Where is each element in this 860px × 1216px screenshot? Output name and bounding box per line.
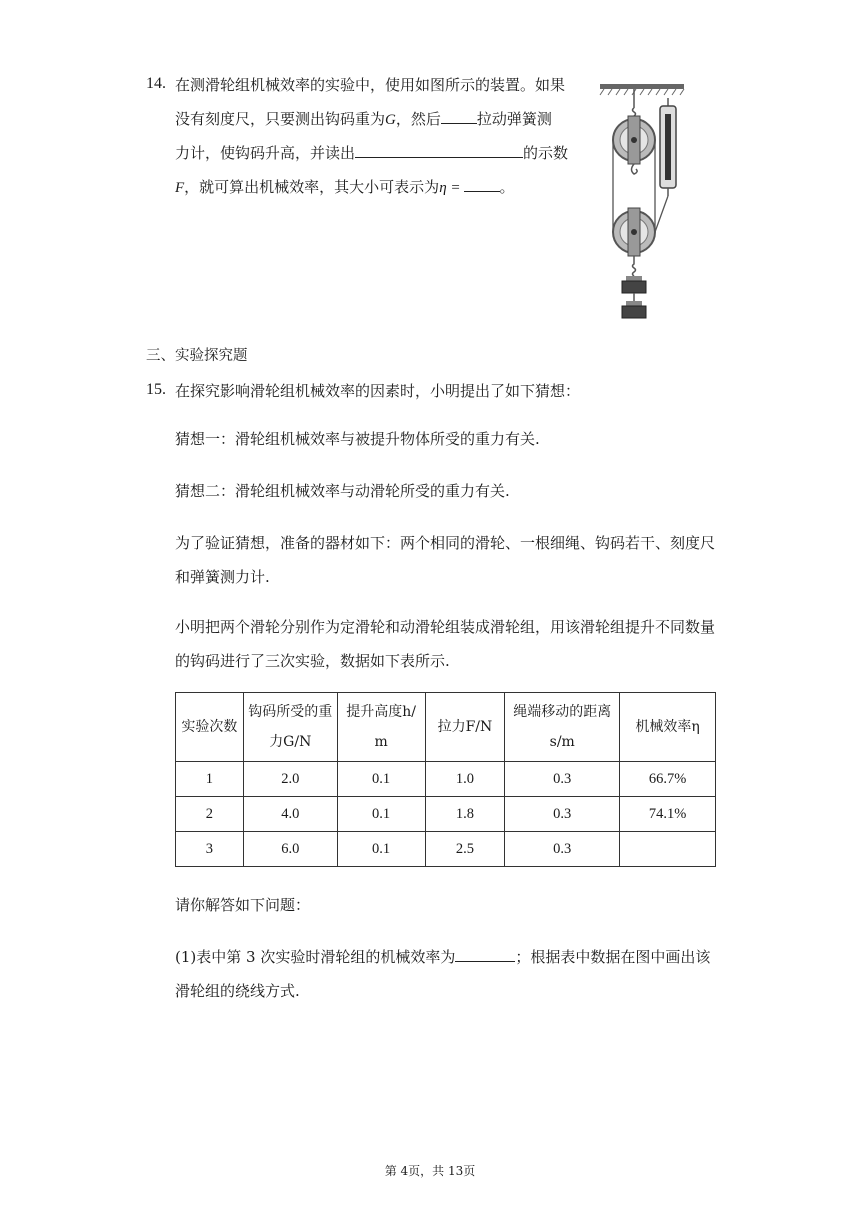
table-cell: 0.3: [505, 832, 620, 867]
q15-guess-2: 猜想二：滑轮组机械效率与动滑轮所受的重力有关.: [175, 482, 510, 500]
table-cell: 3: [176, 832, 244, 867]
table-cell: 4.0: [243, 797, 337, 832]
table-cell: 0.1: [337, 797, 425, 832]
pulley-figure: [592, 80, 692, 326]
table-cell: 74.1%: [620, 797, 716, 832]
table-cell: 66.7%: [620, 762, 716, 797]
q15-exp-line1: 小明把两个滑轮分别作为定滑轮和动滑轮组装成滑轮组，用该滑轮组提升不同数量: [175, 618, 716, 636]
table-header-cell: 实验次数: [176, 693, 244, 762]
q15-prep-line2: 和弹簧测力计.: [175, 568, 270, 586]
q15-ask: 请你解答如下问题：: [175, 896, 311, 914]
table-cell: 0.1: [337, 762, 425, 797]
q15-number: 15.: [146, 381, 166, 398]
table-header-cell: 拉力F/N: [425, 693, 505, 762]
table-row: [176, 762, 716, 797]
table-header-row: [176, 693, 716, 762]
table-header-cell: 机械效率η: [620, 693, 716, 762]
table-cell: 0.3: [505, 797, 620, 832]
table-row: [176, 832, 716, 867]
q14-number: 14.: [146, 75, 166, 92]
table-cell-answer[interactable]: [620, 832, 716, 867]
table-cell: 0.3: [505, 762, 620, 797]
q15-exp-line2: 的钩码进行了三次实验，数据如下表所示.: [175, 652, 450, 670]
table-cell: 2: [176, 797, 244, 832]
q15-prep-line1: 为了验证猜想，准备的器材如下：两个相同的滑轮、一根细绳、钩码若干、刻度尺: [175, 534, 716, 552]
q14-blank-3[interactable]: [464, 177, 500, 192]
table-cell: 2.0: [243, 762, 337, 797]
q15-blank-1[interactable]: [455, 947, 515, 962]
section-title: 三、实验探究题: [146, 348, 248, 364]
table-cell: 1.8: [425, 797, 505, 832]
q14-line2: 没有刻度尺，只要测出钩码重为G，然后 拉动弹簧测: [175, 110, 552, 128]
q15-intro: 在探究影响滑轮组机械效率的因素时，小明提出了如下猜想：: [175, 382, 581, 400]
table-row: [176, 797, 716, 832]
table-header-cell: 绳端移动的距离 s/m: [505, 693, 620, 762]
q15-sub1-line1: (1)表中第 3 次实验时滑轮组的机械效率为 ；根据表中数据在图中画出该: [175, 948, 711, 966]
table-cell: 1: [176, 762, 244, 797]
q14-line4: F，就可算出机械效率，其大小可表示为η = 。: [175, 178, 515, 196]
experiment-table: [175, 692, 716, 867]
q15-sub1-line2: 滑轮组的绕线方式.: [175, 982, 300, 1000]
q15-guess-1: 猜想一：滑轮组机械效率与被提升物体所受的重力有关.: [175, 430, 540, 448]
table-header-cell: 钩码所受的重 力G/N: [243, 693, 337, 762]
table-cell: 6.0: [243, 832, 337, 867]
table-cell: 0.1: [337, 832, 425, 867]
q14-blank-2[interactable]: [355, 143, 523, 158]
page-footer: 第 4页，共 13页: [384, 1164, 476, 1178]
table-cell: 2.5: [425, 832, 505, 867]
table-header-cell: 提升高度h/ m: [337, 693, 425, 762]
q14-blank-1[interactable]: [441, 109, 477, 124]
table-cell: 1.0: [425, 762, 505, 797]
q14-line1: 在测滑轮组机械效率的实验中，使用如图所示的装置。如果: [175, 76, 566, 94]
q14-line3: 力计，使钩码升高，并读出 的示数: [175, 144, 569, 162]
